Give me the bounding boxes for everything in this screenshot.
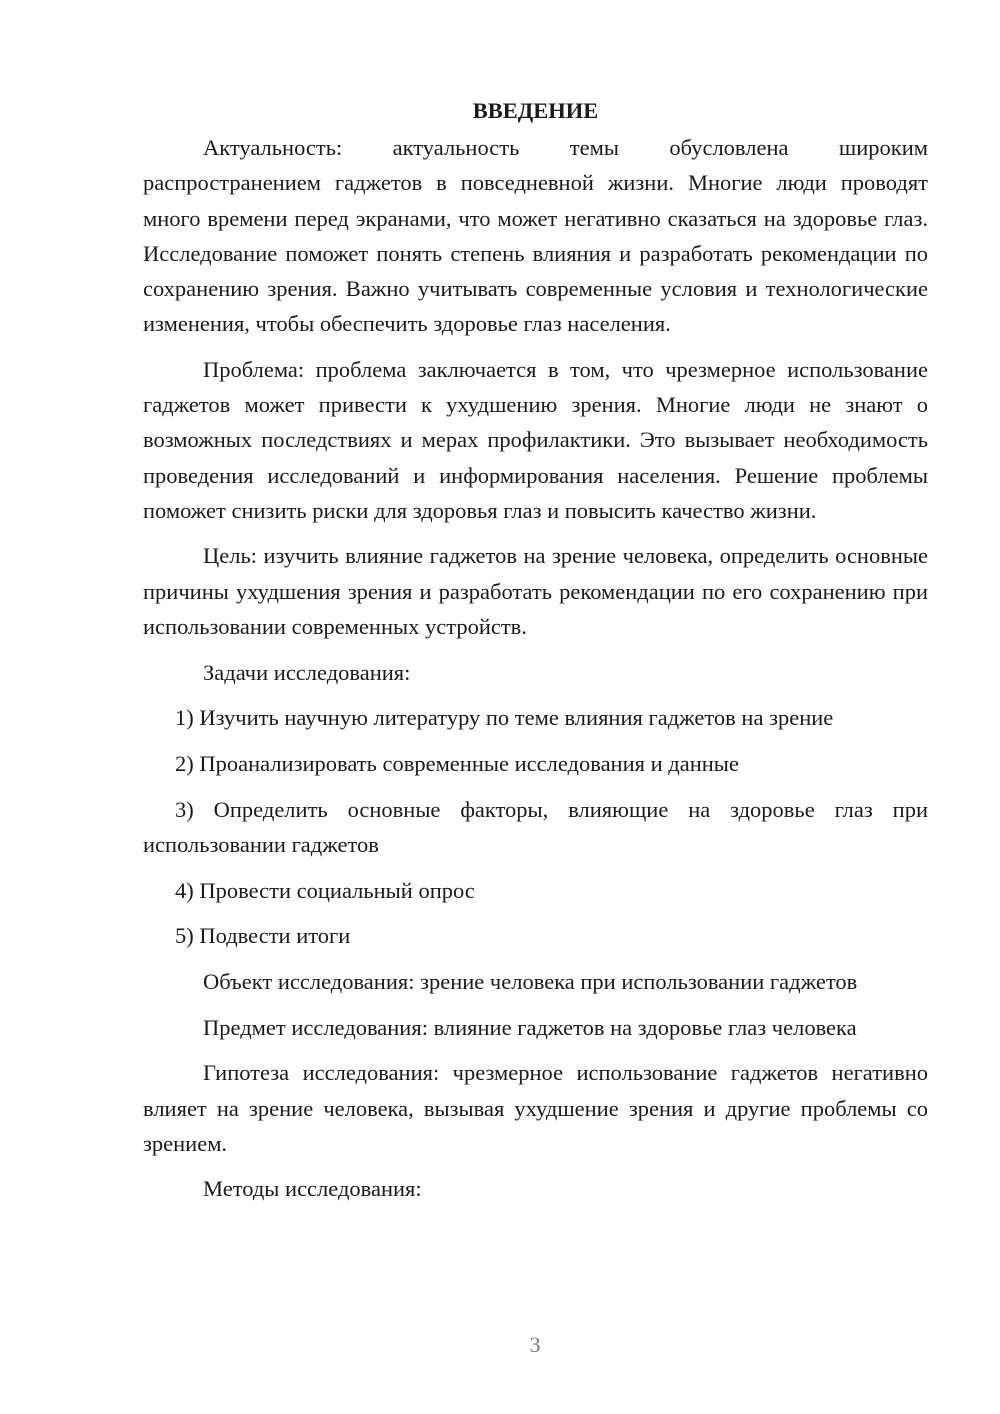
page-number: 3 (529, 1332, 541, 1357)
relevance-paragraph: Актуальность: актуальность темы обусловлена широким распространением гаджетов в повседневной жизни. Многие люди проводят много времени перед экранами, что может негативно сказаться на здоровье глаз. Исследование поможет понять степень влияния и разработать рекомендации по сохранению зрения. Важно учитывать современные условия и технологические изменения, чтобы обеспечить здоровье глаз населения. (143, 135, 928, 337)
task-item-4: 4) Провести социальный опрос (175, 877, 475, 903)
subject-paragraph: Предмет исследования: влияние гаджетов на здоровье глаз человека (203, 1014, 857, 1040)
task-item-2: 2) Проанализировать современные исследования и данные (175, 750, 739, 776)
page-content (143, 93, 928, 1207)
goal-paragraph: Цель: изучить влияние гаджетов на зрение человека, определить основные причины ухудшения зрения и разработать рекомендации по его сохранению при использовании современных устройств. (143, 543, 928, 639)
methods-heading: Методы исследования: (203, 1176, 422, 1202)
tasks-heading: Задачи исследования: (203, 659, 411, 685)
section-title: ВВЕДЕНИЕ (472, 98, 599, 123)
hypothesis-paragraph: Гипотеза исследования: чрезмерное использование гаджетов негативно влияет на зрение человека, вызывая ухудшение зрения и другие проблемы со зрением. (143, 1060, 928, 1156)
task-item-1: 1) Изучить научную литературу по теме влияния гаджетов на зрение (175, 705, 834, 731)
task-item-5: 5) Подвести итоги (175, 923, 351, 949)
object-paragraph: Объект исследования: зрение человека при использовании гаджетов (203, 968, 858, 994)
task-item-3: 3) Определить основные факторы, влияющие на здоровье глаз при использовании гаджетов (143, 796, 928, 857)
problem-paragraph: Проблема: проблема заключается в том, что чрезмерное использование гаджетов может привести к ухудшению зрения. Многие люди не знают о возможных последствиях и мерах профилактики. Это вызывает необходимость проведения исследований и информирования населения. Решение проблемы поможет снизить риски для здоровья глаз и повысить качество жизни. (143, 356, 928, 523)
